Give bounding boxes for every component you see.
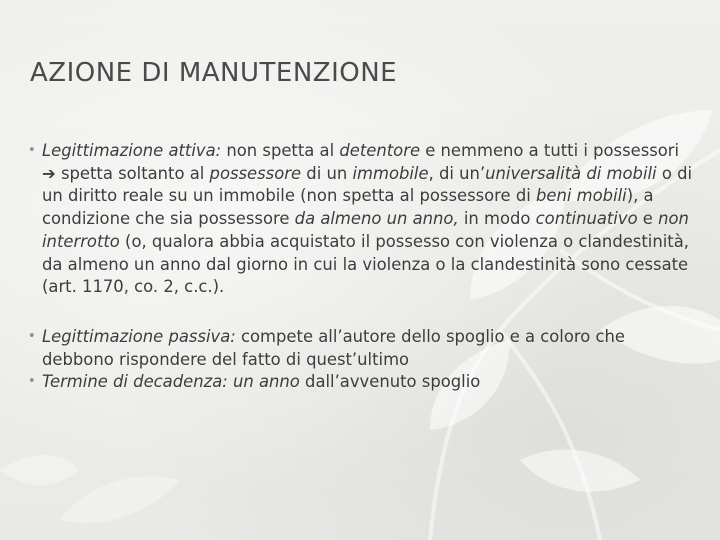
bullet-text: , di un’ — [428, 163, 486, 183]
bullet-text: e nemmeno a tutti i possessori — [420, 141, 680, 160]
bullet-text-italic: Termine di decadenza: un anno — [42, 372, 300, 392]
bullet-text: non spetta al — [226, 141, 340, 160]
bullet-item — [28, 140, 696, 299]
bullet-text: di un — [301, 163, 353, 183]
bullet-text: compete all’autore dello spoglio e a coloro che debbono rispondere del fatto di quest’ultimo — [42, 326, 625, 369]
bullet-marker: • — [28, 328, 36, 344]
bullet-text-italic: da almeno un anno, — [294, 209, 459, 229]
bullet-text: o di un diritto reale su un immobile (non spetta al possessore di — [42, 163, 693, 206]
bullet-text-italic: beni mobili — [536, 186, 627, 206]
bullet-text: in modo — [458, 209, 536, 229]
bullet-text: ), a condizione che sia possessore — [42, 186, 654, 229]
bullet-item — [28, 326, 696, 371]
bullet-text-italic: immobile — [352, 163, 429, 183]
bullet-item — [28, 371, 696, 394]
bullet-text-italic: possessore — [209, 163, 302, 183]
bullet-marker: • — [28, 143, 36, 158]
bullet-text: spetta soltanto al — [55, 163, 210, 183]
bullet-text: e — [637, 209, 659, 229]
bullet-text-italic: detentore — [339, 141, 421, 160]
bullet-text-italic: Legittimazione attiva: — [42, 141, 227, 160]
slide-title: AZIONE DI MANUTENZIONE — [30, 58, 398, 88]
arrow-right-icon: ➔ — [42, 163, 56, 183]
bullet-text-italic: non interrotto — [42, 209, 689, 251]
bullet-text-italic: Legittimazione passiva: — [42, 326, 236, 346]
bullet-text: dall’avvenuto spoglio — [299, 372, 481, 392]
bullet-marker: • — [28, 374, 36, 390]
bullet-list — [28, 140, 696, 394]
bullet-text: (o, qualora abbia acquistato il possesso con violenza o clandestinità, da almeno un anno dal giorno in cui la violenza o la clandestinità sono cessate (art. 1170, co. 2, c.c.). — [42, 231, 689, 297]
bullet-text-italic: continuativo — [535, 209, 638, 229]
bullet-spacer — [28, 299, 696, 326]
bullet-text-italic: universalità di mobili — [485, 163, 657, 183]
